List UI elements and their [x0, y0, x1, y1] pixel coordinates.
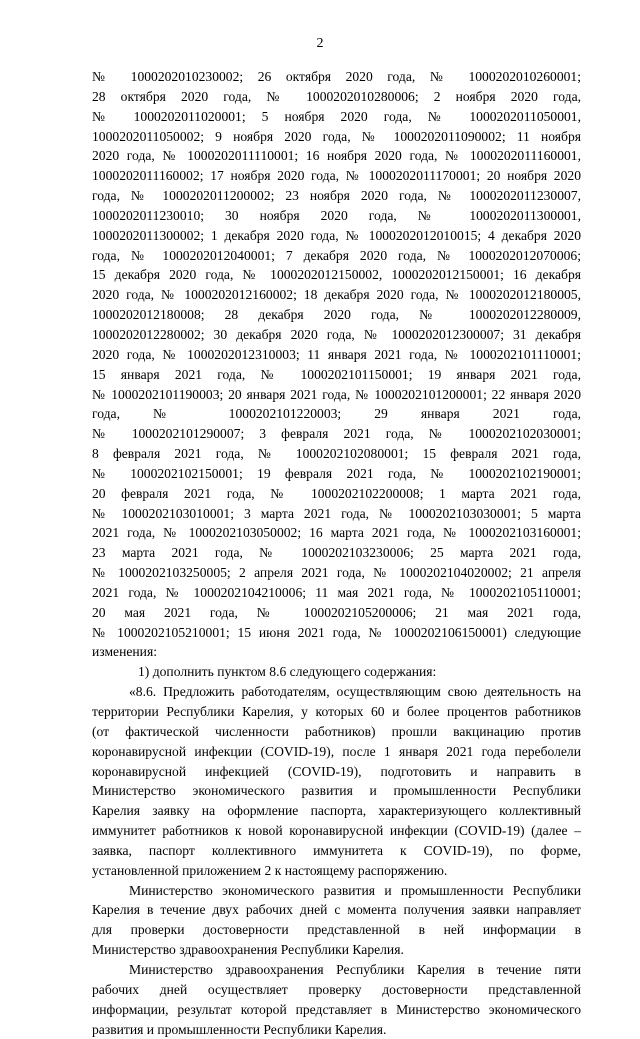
- text-line: 2020 года, № 1000202012310003; 11 января 2021 года, № 1000202101110001;: [92, 345, 581, 365]
- text-line: коронавирусной инфекции (COVID-19), после 1 января 2021 года переболели: [92, 742, 581, 762]
- text-line: 1000202011160002; 17 ноября 2020 года, № 1000202011170001; 20 ноября 2020: [92, 166, 581, 186]
- text-line: № 1000202105210001; 15 июня 2021 года, № 1000202106150001) следующие: [92, 623, 581, 643]
- text-line: 23 марта 2021 года, № 1000202103230006; 25 марта 2021 года,: [92, 543, 581, 563]
- text-line: 2021 года, № 1000202104210006; 11 мая 2021 года, № 1000202105110001;: [92, 583, 581, 603]
- text-line: для проверки достоверности представленной в ней информации в: [92, 920, 581, 940]
- text-line: Министерство экономического развития и промышленности Республики: [92, 881, 581, 901]
- text-line: Карелия заявку на оформление паспорта, характеризующего коллективный: [92, 801, 581, 821]
- text-line: (от фактической численности работников) прошли вакцинацию против: [92, 722, 581, 742]
- text-line: установленной приложением 2 к настоящему распоряжению.: [92, 861, 581, 881]
- text-line: № 1000202010230002; 26 октября 2020 года, № 1000202010260001;: [92, 67, 581, 87]
- text-line: 15 января 2021 года, № 1000202101150001; 19 января 2021 года,: [92, 365, 581, 385]
- text-line: иммунитет работников к новой коронавирусной инфекции (COVID-19) (далее –: [92, 821, 581, 841]
- text-line: рабочих дней осуществляет проверку достоверности представленной: [92, 980, 581, 1000]
- text-line: территории Республики Карелия, у которых 60 и более процентов работников: [92, 702, 581, 722]
- list-item: 1) дополнить пунктом 8.6 следующего содержания:: [92, 662, 581, 682]
- text-line: 8 февраля 2021 года, № 1000202102080001; 15 февраля 2021 года,: [92, 444, 581, 464]
- text-line: 1000202011230010; 30 ноября 2020 года, № 1000202011300001,: [92, 206, 581, 226]
- text-line: «8.6. Предложить работодателям, осуществляющим свою деятельность на: [92, 682, 581, 702]
- text-line: 2020 года, № 1000202012160002; 18 декабря 2020 года, № 1000202012180005,: [92, 285, 581, 305]
- text-line: № 1000202011020001; 5 ноября 2020 года, № 1000202011050001,: [92, 107, 581, 127]
- text-line: Карелия в течение двух рабочих дней с момента получения заявки направляет: [92, 900, 581, 920]
- document-body: [92, 67, 581, 1039]
- text-line: года, № 1000202011200002; 23 ноября 2020 года, № 1000202011230007,: [92, 186, 581, 206]
- text-line: 28 октября 2020 года, № 1000202010280006; 2 ноября 2020 года,: [92, 87, 581, 107]
- text-line: изменения:: [92, 642, 581, 662]
- text-line: заявка, паспорт коллективного иммунитета к COVID-19), по форме,: [92, 841, 581, 861]
- text-line: 15 декабря 2020 года, № 1000202012150002, 1000202012150001; 16 декабря: [92, 265, 581, 285]
- text-line: коронавирусной инфекцией (COVID-19), подготовить и направить в: [92, 762, 581, 782]
- text-line: № 1000202103010001; 3 марта 2021 года, № 1000202103030001; 5 марта: [92, 504, 581, 524]
- text-line: развития и промышленности Республики Карелия.: [92, 1020, 581, 1039]
- text-line: 1000202011300002; 1 декабря 2020 года, № 1000202012010015; 4 декабря 2020: [92, 226, 581, 246]
- text-line: № 1000202102150001; 19 февраля 2021 года, № 1000202102190001;: [92, 464, 581, 484]
- text-line: 2020 года, № 1000202011110001; 16 ноября 2020 года, № 1000202011160001,: [92, 146, 581, 166]
- text-line: Министерство экономического развития и промышленности Республики: [92, 781, 581, 801]
- text-line: № 1000202103250005; 2 апреля 2021 года, № 1000202104020002; 21 апреля: [92, 563, 581, 583]
- text-line: 1000202012180008; 28 декабря 2020 года, № 1000202012280009,: [92, 305, 581, 325]
- text-line: 2021 года, № 1000202103050002; 16 марта 2021 года, № 1000202103160001;: [92, 523, 581, 543]
- text-line: 20 мая 2021 года, № 1000202105200006; 21 мая 2021 года,: [92, 603, 581, 623]
- text-line: 20 февраля 2021 года, № 1000202102200008; 1 марта 2021 года,: [92, 484, 581, 504]
- page-number: 2: [0, 36, 640, 52]
- text-line: 1000202011050002; 9 ноября 2020 года, № 1000202011090002; 11 ноября: [92, 127, 581, 147]
- text-line: года, № 1000202012040001; 7 декабря 2020 года, № 1000202012070006;: [92, 246, 581, 266]
- text-line: Министерство здравоохранения Республики Карелия в течение пяти: [92, 960, 581, 980]
- text-line: № 1000202101290007; 3 февраля 2021 года, № 1000202102030001;: [92, 424, 581, 444]
- text-line: № 1000202101190003; 20 января 2021 года, № 1000202101200001; 22 января 2020: [92, 385, 581, 405]
- text-line: Министерство здравоохранения Республики Карелия.: [92, 940, 581, 960]
- text-line: информации, результат которой представляет в Министерство экономического: [92, 1000, 581, 1020]
- text-line: года, № 1000202101220003; 29 января 2021 года,: [92, 404, 581, 424]
- text-line: 1000202012280002; 30 декабря 2020 года, № 1000202012300007; 31 декабря: [92, 325, 581, 345]
